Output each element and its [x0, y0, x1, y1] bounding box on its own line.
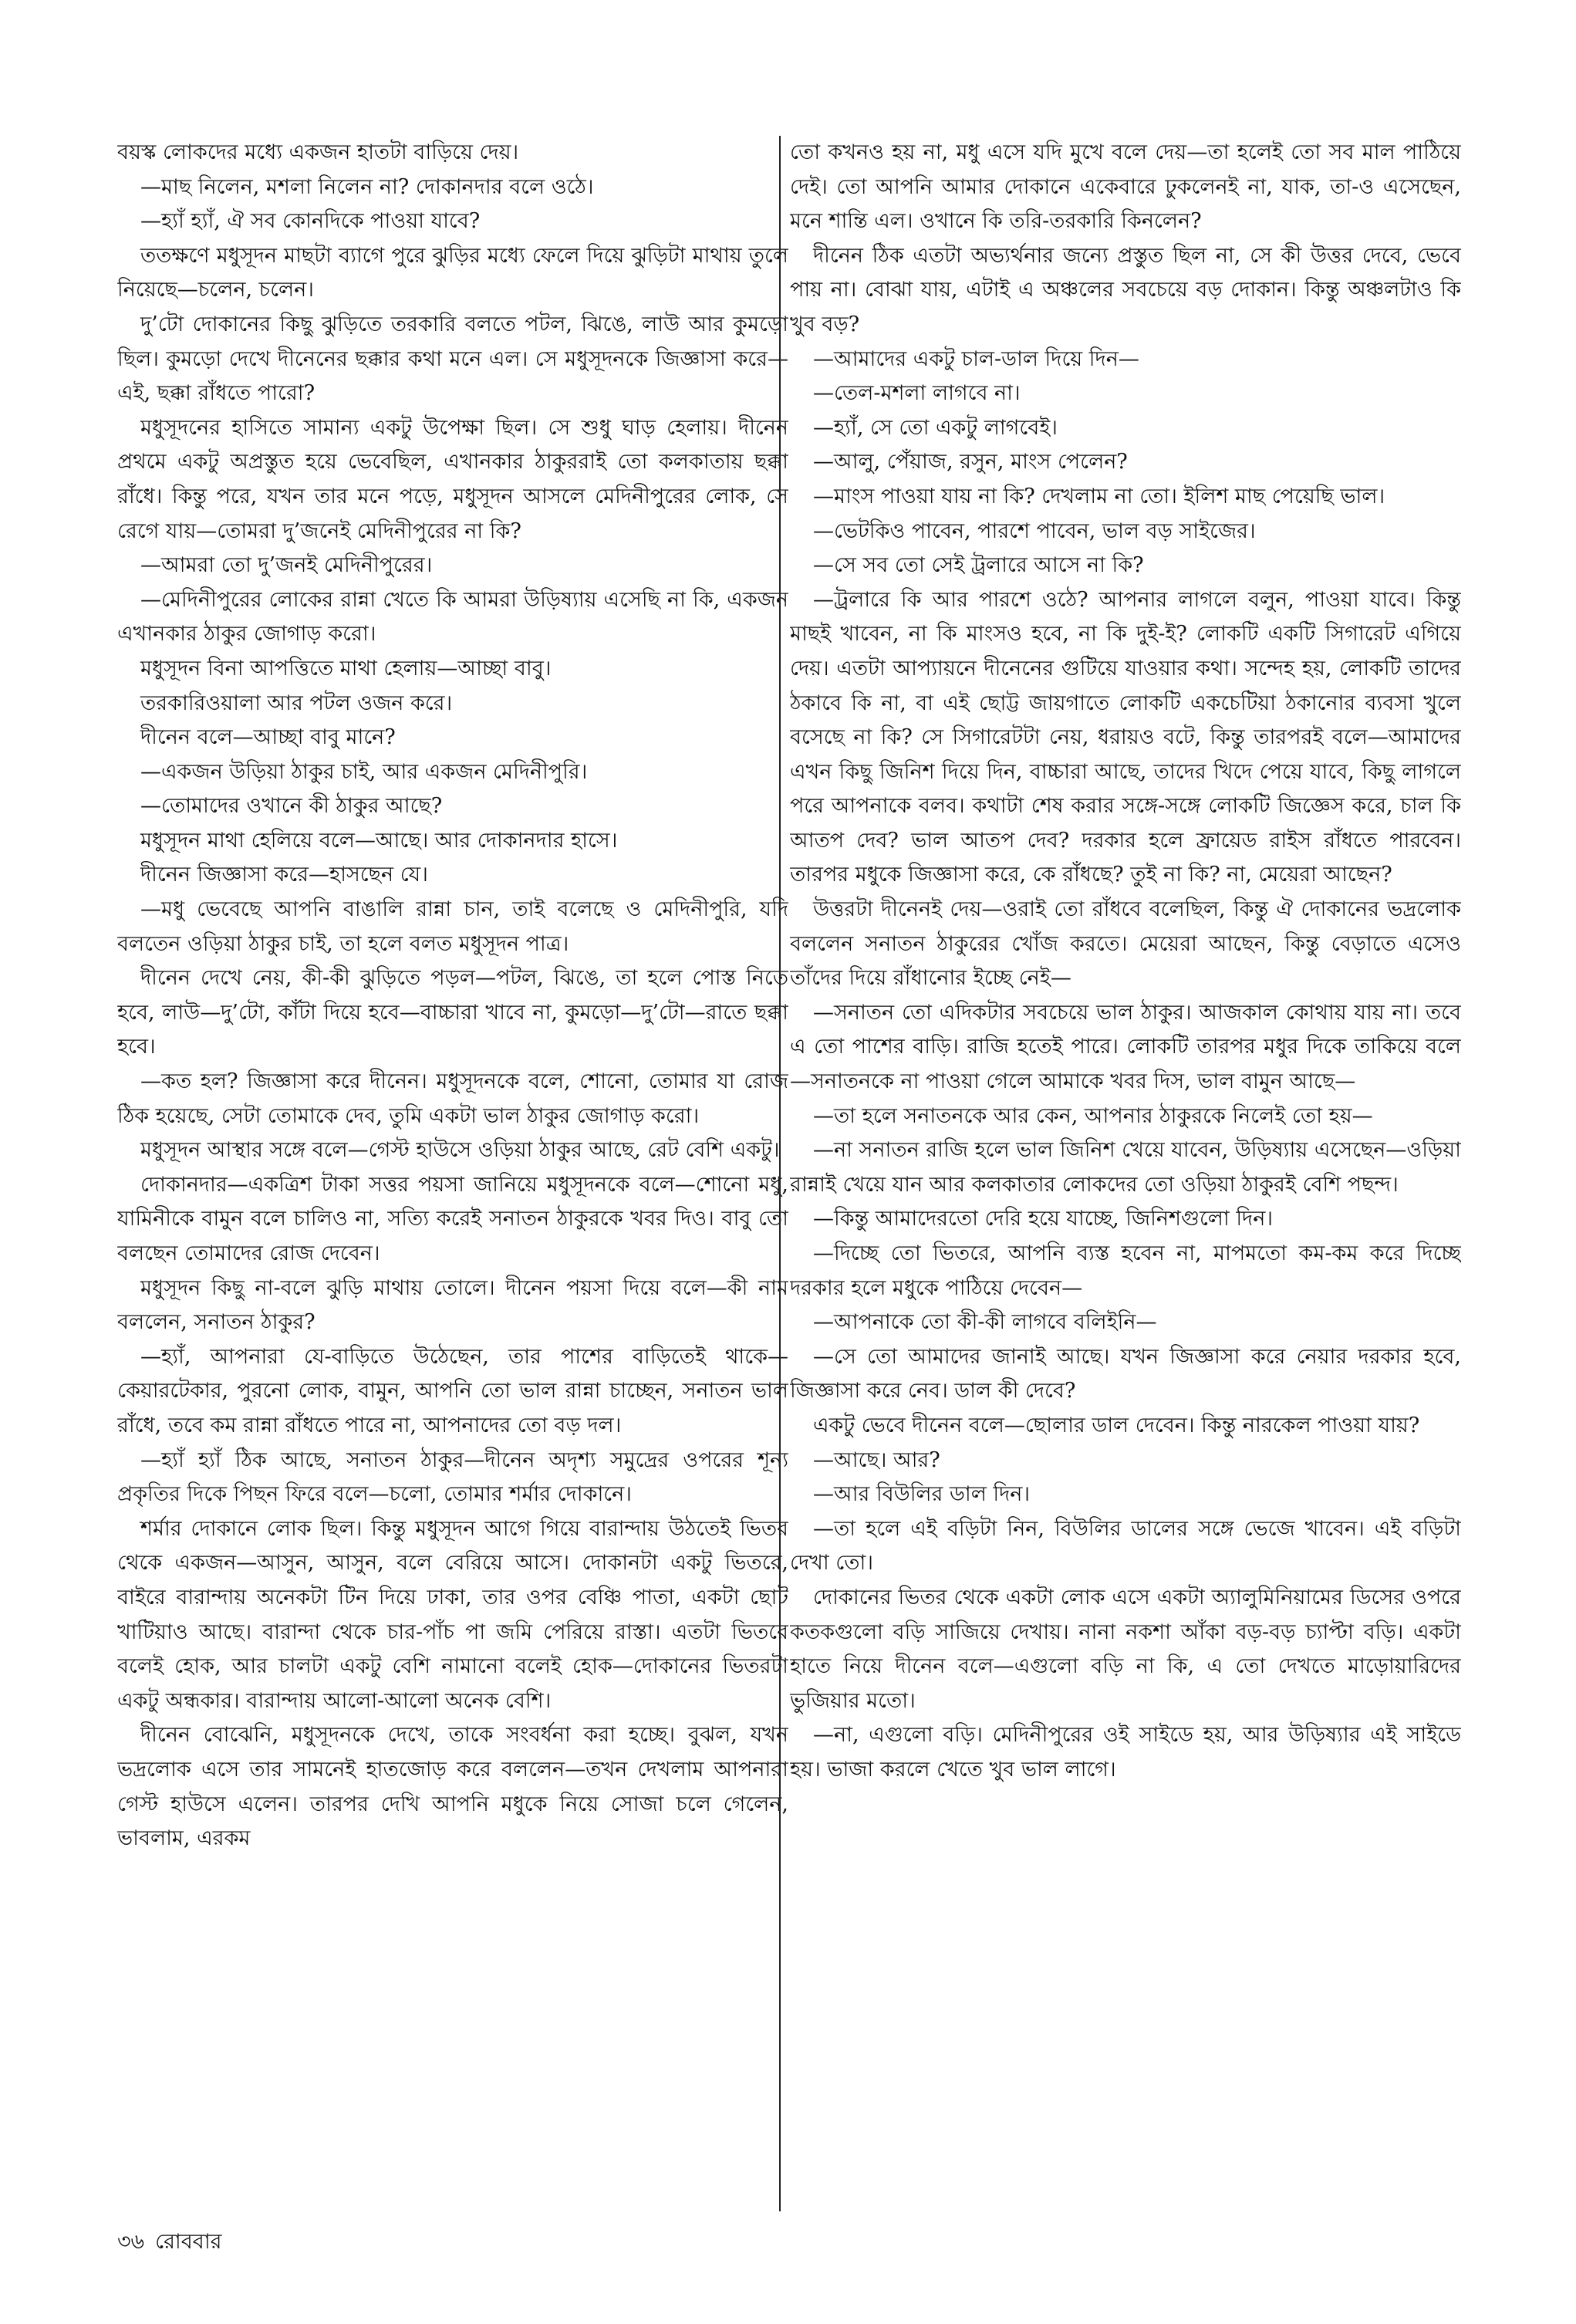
paragraph: —তোমাদের ওখানে কী ঠাকুর আছে?	[140, 794, 443, 819]
paragraph: —হ্যাঁ, সে তো একটু লাগবেই।	[813, 415, 1058, 440]
paragraph: মধুসূদন বিনা আপত্তিতে মাথা হেলায়—আচ্ছা বাবু।	[140, 656, 552, 681]
paragraph: তরকারিওয়ালা আর পটল ওজন করে।	[140, 691, 453, 715]
paragraph: ততক্ষণে মধুসূদন মাছটা ব্যাগে পুরে ঝুড়ির মধ্যে ফেলে দিয়ে ঝুড়িটা মাথায় তুলে নিয়েছে—চলেন, চলেন।	[117, 243, 788, 302]
paragraph: মধুসূদন আস্থার সঙ্গে বলে—গেস্ট হাউসে ওড়িয়া ঠাকুর আছে, রেট বেশি একটু।	[140, 1138, 780, 1163]
paragraph: —মাছ নিলেন, মশলা নিলেন না? দোকানদার বলে ওঠে।	[140, 174, 594, 199]
paragraph: তো কখনও হয় না, মধু এসে যদি মুখে বলে দেয়—তা হলেই তো সব মাল পাঠিয়ে দেই। তো আপনি আমার দোকানে একেবারে ঢুকলেনই না, যাক, তা-ও এসেছেন, মনে শান্তি এল। ওখানে কি তরি-তরকারি কিনলেন?	[790, 140, 1461, 234]
column-divider	[779, 136, 781, 2211]
paragraph: —তা হলে এই বড়িটা নিন, বিউলির ডালের সঙ্গে ভেজে খাবেন। এই বড়িটা দেখা তো।	[790, 1516, 1461, 1576]
paragraph: মধুসূদন কিছু না-বলে ঝুড়ি মাথায় তোলে। দীনেন পয়সা দিয়ে বলে—কী নাম বললেন, সনাতন ঠাকুর?	[117, 1275, 788, 1335]
page-footer	[117, 2227, 233, 2258]
paragraph: দোকানের ভিতর থেকে একটা লোক এসে একটা অ্যালুমিনিয়ামের ডিসের ওপরে কতকগুলো বড়ি সাজিয়ে দেখায়। নানা নকশা আঁকা বড়-বড় চ্যাপ্টা বড়ি। একটা হাতে নিয়ে দীনেন বলে—এগুলো বড়ি না কি, এ তো দেখতে মাড়োয়ারিদের ভুজিয়ার মতো।	[790, 1585, 1461, 1713]
paragraph: —হ্যাঁ হ্যাঁ ঠিক আছে, সনাতন ঠাকুর—দীনেন অদৃশ্য সমুদ্রের ওপরের শূন্য প্রকৃতির দিকে পিছন ফিরে বলে—চলো, তোমার শর্মার দোকানে।	[117, 1447, 788, 1507]
right-column	[790, 136, 1461, 2211]
paragraph: —না সনাতন রাজি হলে ভাল জিনিশ খেয়ে যাবেন, উড়িষ্যায় এসেছেন—ওড়িয়া রান্নাই খেয়ে যান আর কলকাতার লোকদের তো ওড়িয়া ঠাকুরই বেশি পছন্দ।	[790, 1138, 1461, 1197]
paragraph: —তা হলে সনাতনকে আর কেন, আপনার ঠাকুরকে নিলেই তো হয়—	[813, 1103, 1373, 1128]
paragraph: মধুসূদনের হাসিতে সামান্য একটু উপেক্ষা ছিল। সে শুধু ঘাড় হেলায়। দীনেন প্রথমে একটু অপ্রস্তুত হয়ে ভেবেছিল, এখানকার ঠাকুররাই তো কলকাতায় ছক্কা রাঁধে। কিন্তু পরে, যখন তার মনে পড়ে, মধুসূদন আসলে মেদিনীপুরের লোক, সে রেগে যায়—তোমরা দু’জনেই মেদিনীপুরের না কি?	[117, 415, 788, 543]
magazine-name: রোববার	[155, 2230, 222, 2254]
paragraph: দীনেন বোঝেনি, মধুসূদনকে দেখে, তাকে সংবর্ধনা করা হচ্ছে। বুঝল, যখন ভদ্রলোক এসে তার সামনেই হাতজোড় করে বললেন—তখন দেখলাম আপনারা গেস্ট হাউসে এলেন। তারপর দেখি আপনি মধুকে নিয়ে সোজা চলে গেলেন, ভাবলাম, এরকম	[117, 1723, 788, 1851]
paragraph: —হ্যাঁ হ্যাঁ, ঐ সব কোনদিকে পাওয়া যাবে?	[140, 209, 481, 234]
paragraph: দীনেন ঠিক এতটা অভ্যর্থনার জন্যে প্রস্তুত ছিল না, সে কী উত্তর দেবে, ভেবে পায় না। বোঝা যায়, এটাই এ অঞ্চলের সবচেয়ে বড় দোকান। কিন্তু অঞ্চলটাও কি খুব বড়?	[790, 243, 1461, 336]
paragraph: —সে সব তো সেই ট্রলারে আসে না কি?	[813, 553, 1144, 578]
paragraph: দোকানদার—একত্রিশ টাকা সত্তর পয়সা জানিয়ে মধুসূদনকে বলে—শোনো মধু, যামিনীকে বামুন বলে চালিও না, সত্যি করেই সনাতন ঠাকুরকে খবর দিও। বাবু তো বলছেন তোমাদের রোজ দেবেন।	[117, 1172, 788, 1265]
paragraph: মধুসূদন মাথা হেলিয়ে বলে—আছে। আর দোকানদার হাসে।	[140, 828, 618, 853]
paragraph: —আলু, পেঁয়াজ, রসুন, মাংস পেলেন?	[813, 450, 1128, 475]
page-number: ৩৬	[117, 2230, 145, 2254]
paragraph: —না, এগুলো বড়ি। মেদিনীপুরের ওই সাইডে হয়, আর উড়িষ্যার এই সাইডে হয়। ভাজা করলে খেতে খুব ভাল লাগে।	[790, 1723, 1461, 1782]
paragraph: শর্মার দোকানে লোক ছিল। কিন্তু মধুসূদন আগে গিয়ে বারান্দায় উঠতেই ভিতর থেকে একজন—আসুন, আসুন, বলে বেরিয়ে আসে। দোকানটা একটু ভিতরে, বাইরে বারান্দায় অনেকটা টিন দিয়ে ঢাকা, তার ওপর বেঞ্চি পাতা, একটা ছোট খাটিয়াও আছে। বারান্দা থেকে চার-পাঁচ পা জমি পেরিয়ে রাস্তা। এতটা ভিতরে বলেই হোক, আর চালটা একটু বেশি নামানো বলেই হোক—দোকানের ভিতরটা একটু অন্ধকার। বারান্দায় আলো-আলো অনেক বেশি।	[117, 1516, 788, 1713]
paragraph: একটু ভেবে দীনেন বলে—ছোলার ডাল দেবেন। কিন্তু নারকেল পাওয়া যায়?	[813, 1413, 1420, 1437]
paragraph: —ট্রলারে কি আর পারশে ওঠে? আপনার লাগলে বলুন, পাওয়া যাবে। কিন্তু মাছই খাবেন, না কি মাংসও হবে, না কি দুই-ই? লোকটি একটি সিগারেট এগিয়ে দেয়। এতটা আপ্যায়নে দীনেনের গুটিয়ে যাওয়ার কথা। সন্দেহ হয়, লোকটি তাদের ঠকাবে কি না, বা এই ছোট্ট জায়গাতে লোকটি একচেটিয়া ঠকানোর ব্যবসা খুলে বসেছে না কি? সে সিগারেটটা নেয়, ধরায়ও বটে, কিন্তু তারপরই বলে—আমাদের এখন কিছু জিনিশ দিয়ে দিন, বাচ্চারা আছে, তাদের খিদে পেয়ে যাবে, কিছু লাগলে পরে আপনাকে বলব। কথাটা শেষ করার সঙ্গে-সঙ্গে লোকটি জিজ্ঞেস করে, চাল কি আতপ দেব? ভাল আতপ দেব? দরকার হলে ফ্রায়েড রাইস রাঁধতে পারবেন। তারপর মধুকে জিজ্ঞাসা করে, কে রাঁধছে? তুই না কি? না, মেয়েরা আছেন?	[790, 587, 1461, 887]
paragraph: —কিন্তু আমাদেরতো দেরি হয়ে যাচ্ছে, জিনিশগুলো দিন।	[813, 1207, 1274, 1231]
paragraph: —আছে। আর?	[813, 1447, 940, 1472]
left-column	[117, 136, 788, 2211]
paragraph: দীনেন জিজ্ঞাসা করে—হাসছেন যে।	[140, 863, 428, 887]
paragraph: উত্তরটা দীনেনই দেয়—ওরাই তো রাঁধবে বলেছিল, কিন্তু ঐ দোকানের ভদ্রলোক বললেন সনাতন ঠাকুরের খোঁজ করতে। মেয়েরা আছেন, কিন্তু বেড়াতে এসেও তাঁদের দিয়ে রাঁধানোর ইচ্ছে নেই—	[790, 897, 1461, 991]
paragraph: —সে তো আমাদের জানাই আছে। যখন জিজ্ঞাসা করে নেয়ার দরকার হবে, জিজ্ঞাসা করে নেব। ডাল কী দেবে?	[790, 1344, 1461, 1404]
paragraph: —হ্যাঁ, আপনারা যে-বাড়িতে উঠেছেন, তার পাশের বাড়িতেই থাকে—কেয়ারটেকার, পুরনো লোক, বামুন, আপনি তো ভাল রান্না চাচ্ছেন, সনাতন ভাল রাঁধে, তবে কম রান্না রাঁধতে পারে না, আপনাদের তো বড় দল।	[117, 1344, 788, 1437]
paragraph: দু’টো দোকানের কিছু ঝুড়িতে তরকারি বলতে পটল, ঝিঙে, লাউ আর কুমড়ো ছিল। কুমড়ো দেখে দীনেনের ছক্কার কথা মনে এল। সে মধুসূদনকে জিজ্ঞাসা করে—এই, ছক্কা রাঁধতে পারো?	[117, 312, 788, 406]
paragraph: —আপনাকে তো কী-কী লাগবে বলিইনি—	[813, 1310, 1157, 1335]
paragraph: —মেদিনীপুরের লোকের রান্না খেতে কি আমরা উড়িষ্যায় এসেছি না কি, একজন এখানকার ঠাকুর জোগাড় করো।	[117, 587, 788, 647]
paragraph: —আর বিউলির ডাল দিন।	[813, 1482, 1031, 1507]
paragraph: —সনাতন তো এদিকটার সবচেয়ে ভাল ঠাকুর। আজকাল কোথায় যায় না। তবে এ তো পাশের বাড়ি। রাজি হতেই পারে। লোকটি তারপর মধুর দিকে তাকিয়ে বলে—সনাতনকে না পাওয়া গেলে আমাকে খবর দিস, ভাল বামুন আছে—	[790, 1000, 1461, 1094]
paragraph: —ভেটকিও পাবেন, পারশে পাবেন, ভাল বড় সাইজের।	[813, 519, 1256, 543]
paragraph: —কত হল? জিজ্ঞাসা করে দীনেন। মধুসূদনকে বলে, শোনো, তোমার যা রোজ ঠিক হয়েছে, সেটা তোমাকে দেব, তুমি একটা ভাল ঠাকুর জোগাড় করো।	[117, 1069, 788, 1128]
paragraph: —দিচ্ছে তো ভিতরে, আপনি ব্যস্ত হবেন না, মাপমতো কম-কম করে দিচ্ছে দরকার হলে মধুকে পাঠিয়ে দেবেন—	[790, 1241, 1461, 1300]
paragraph: দীনেন দেখে নেয়, কী-কী ঝুড়িতে পড়ল—পটল, ঝিঙে, তা হলে পোস্ত নিতে হবে, লাউ—দু’টো, কাঁটা দিয়ে হবে—বাচ্চারা খাবে না, কুমড়ো—দু’টো—রাতে ছক্কা হবে।	[117, 966, 788, 1059]
paragraph: —মধু ভেবেছে আপনি বাঙালি রান্না চান, তাই বলেছে ও মেদিনীপুরি, যদি বলতেন ওড়িয়া ঠাকুর চাই, তা হলে বলত মধুসূদন পাত্র।	[117, 897, 788, 956]
paragraph: —আমাদের একটু চাল-ডাল দিয়ে দিন—	[813, 346, 1139, 371]
paragraph: দীনেন বলে—আচ্ছা বাবু মানে?	[140, 725, 396, 750]
paragraph: —তেল-মশলা লাগবে না।	[813, 381, 1021, 406]
paragraph: —একজন উড়িয়া ঠাকুর চাই, আর একজন মেদিনীপুরি।	[140, 759, 588, 784]
paragraph: বয়স্ক লোকদের মধ্যে একজন হাতটা বাড়িয়ে দেয়।	[117, 140, 519, 164]
paragraph: —মাংস পাওয়া যায় না কি? দেখলাম না তো। ইলিশ মাছ পেয়েছি ভাল।	[813, 484, 1385, 508]
paragraph: —আমরা তো দু’জনই মেদিনীপুরের।	[140, 553, 433, 578]
